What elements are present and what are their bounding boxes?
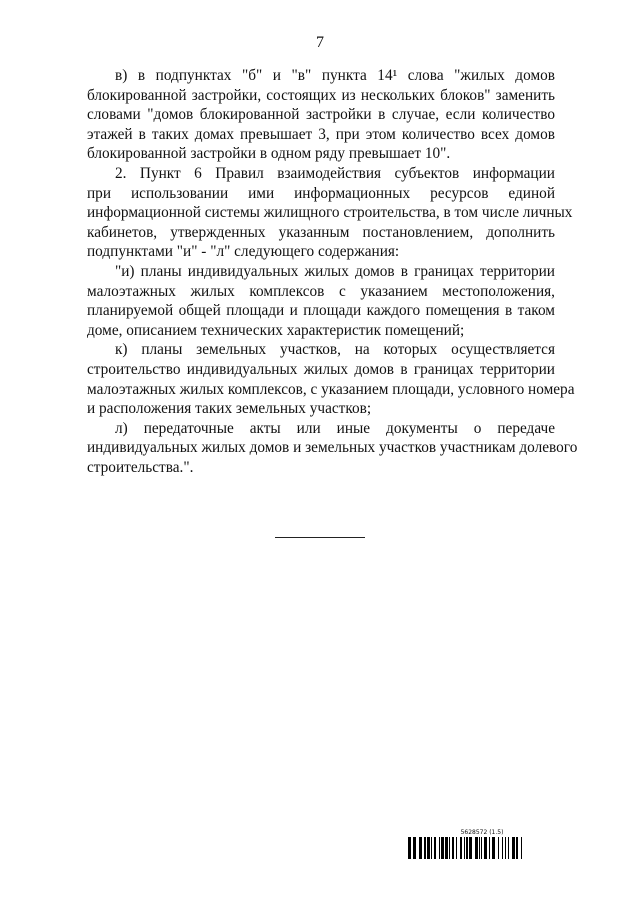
text-line: "и) планы индивидуальных жилых домов в границах территории [115, 262, 555, 280]
paragraph [87, 164, 573, 262]
text-line: подпунктами "и" - "л" следующего содержания: [87, 243, 400, 261]
text-line: строительства.". [87, 458, 194, 476]
paragraph [87, 262, 555, 340]
paragraph [87, 340, 575, 418]
text-line: л) передаточные акты или иные документы о передаче [115, 419, 555, 437]
barcode-number: 5628572 (1.5) [460, 829, 504, 836]
page-number: 7 [316, 34, 324, 51]
text-line: этажей в таких домах превышает 3, при этом количество всех домов [87, 125, 555, 143]
barcode [408, 829, 556, 859]
barcode-bar [522, 837, 525, 859]
text-line: строительство индивидуальных жилых домов в границах территории [87, 360, 555, 378]
paragraph [87, 66, 555, 164]
text-line: малоэтажных жилых комплексов, с указанием площади, условного номера [87, 380, 575, 398]
text-line: блокированной застройки, состоящих из нескольких блоков" заменить [87, 86, 555, 104]
text-line: при использовании ими информационных ресурсов единой [87, 184, 555, 202]
text-line: планируемой общей площади и площади каждого помещения в таком [87, 302, 555, 320]
separator-line [275, 537, 365, 538]
text-line: 2. Пункт 6 Правил взаимодействия субъектов информации [115, 164, 555, 182]
document-body [87, 66, 578, 477]
text-line: индивидуальных жилых домов и земельных участков участникам долевого [87, 439, 578, 457]
text-line: информационной системы жилищного строительства, в том числе личных [87, 204, 573, 222]
text-line: кабинетов, утвержденных указанным постановлением, дополнить [87, 223, 555, 241]
text-line: и расположения таких земельных участков; [87, 400, 372, 418]
barcode-bars [408, 837, 556, 859]
paragraph [87, 419, 578, 478]
text-line: блокированной застройки в одном ряду превышает 10". [87, 145, 451, 163]
text-line: словами "домов блокированной застройки в случае, если количество [87, 106, 555, 124]
text-line: доме, описанием технических характеристик помещений; [87, 321, 465, 339]
text-line: к) планы земельных участков, на которых осуществляется [115, 341, 555, 359]
text-line: в) в подпунктах "б" и "в" пункта 14¹ слова "жилых домов [115, 67, 555, 84]
text-line: малоэтажных жилых комплексов с указанием местоположения, [87, 282, 555, 300]
